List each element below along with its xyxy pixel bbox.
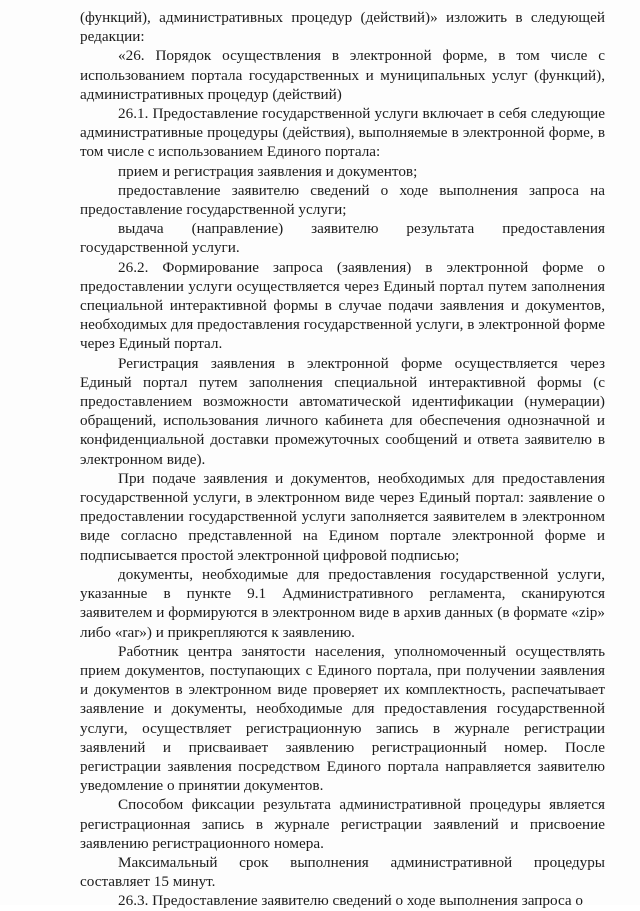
paragraph-employee: Работник центра занятости населения, уполномоченный осуществлять прием документов, поступающих с Единого портала, при получении заявления и документов в электронном виде проверяет их комплектность, распечатывает заявление и документы, необходимые для предоставления государственной услуги, осуществляет регистрационную запись в журнале регистрации заявлений и присваивает заявлению регистрационный номер. После регистрации заявления посредством Единого портала направляется заявителю уведомление о принятии документов. (80, 642, 605, 795)
paragraph-fixation: Способом фиксации результата административной процедуры является регистрационная запись в журнале регистрации заявлений и присвоение заявлению регистрационного номера. (80, 796, 605, 852)
paragraph-intro: (функций), административных процедур (действий)» изложить в следующей редакции: (80, 9, 605, 46)
list-item-reception: прием и регистрация заявления и документов; (118, 162, 418, 180)
paragraph-26-2: 26.2. Формирование запроса (заявления) в электронной форме о предоставлении услуги осуществляется через Единый портал путем заполнения специальной интерактивной формы в случае подачи заявления и документов, необходимых для предоставления государственной услуги, в электронной форме через Единый портал. (80, 258, 605, 353)
paragraph-max-time: Максимальный срок выполнения административной процедуры составляет 15 минут. (80, 853, 605, 891)
paragraph-26-1: 26.1. Предоставление государственной услуги включает в себя следующие административные процедуры (действия), выполняемые в электронной форме, в том числе с использованием Единого портала: (80, 105, 605, 161)
document-body (80, 8, 605, 911)
paragraph-26-3: 26.3. Предоставление заявителю сведений о ходе выполнения запроса о (118, 892, 583, 910)
paragraph-submission: При подаче заявления и документов, необходимых для предоставления государственной услуги, в электронном виде через Единый портал: заявление о предоставлении государственной услуги заполняется заявителем в электронном виде согласно представленной на Едином портале электронной форме и подписывается простой электронной цифровой подписью; (80, 469, 605, 564)
list-item-progress-info: предоставление заявителю сведений о ходе выполнения запроса на предоставление государственной услуги; (80, 181, 605, 219)
paragraph-documents: документы, необходимые для предоставления государственной услуги, указанные в пункте 9.1 Административного регламента, сканируются заявителем и формируются в электронном виде в архив данных (в формате «zip» либо «rar») и прикрепляются к заявлению. (80, 565, 605, 641)
list-item-result-delivery: выдача (направление) заявителю результата предоставления государственной услуги. (80, 220, 605, 257)
paragraph-section-26-title: «26. Порядок осуществления в электронной форме, в том числе с использованием портала государственных и муниципальных услуг (функций), административных процедур (действий) (80, 47, 605, 103)
paragraph-registration: Регистрация заявления в электронной форме осуществляется через Единый портал путем заполнения специальной интерактивной формы (с предоставлением возможности автоматической идентификации (нумерации) обращений, использования личного кабинета для обеспечения однозначной и конфиденциальной доставки промежуточных сообщений и ответа заявителю в электронном виде). (80, 354, 605, 468)
